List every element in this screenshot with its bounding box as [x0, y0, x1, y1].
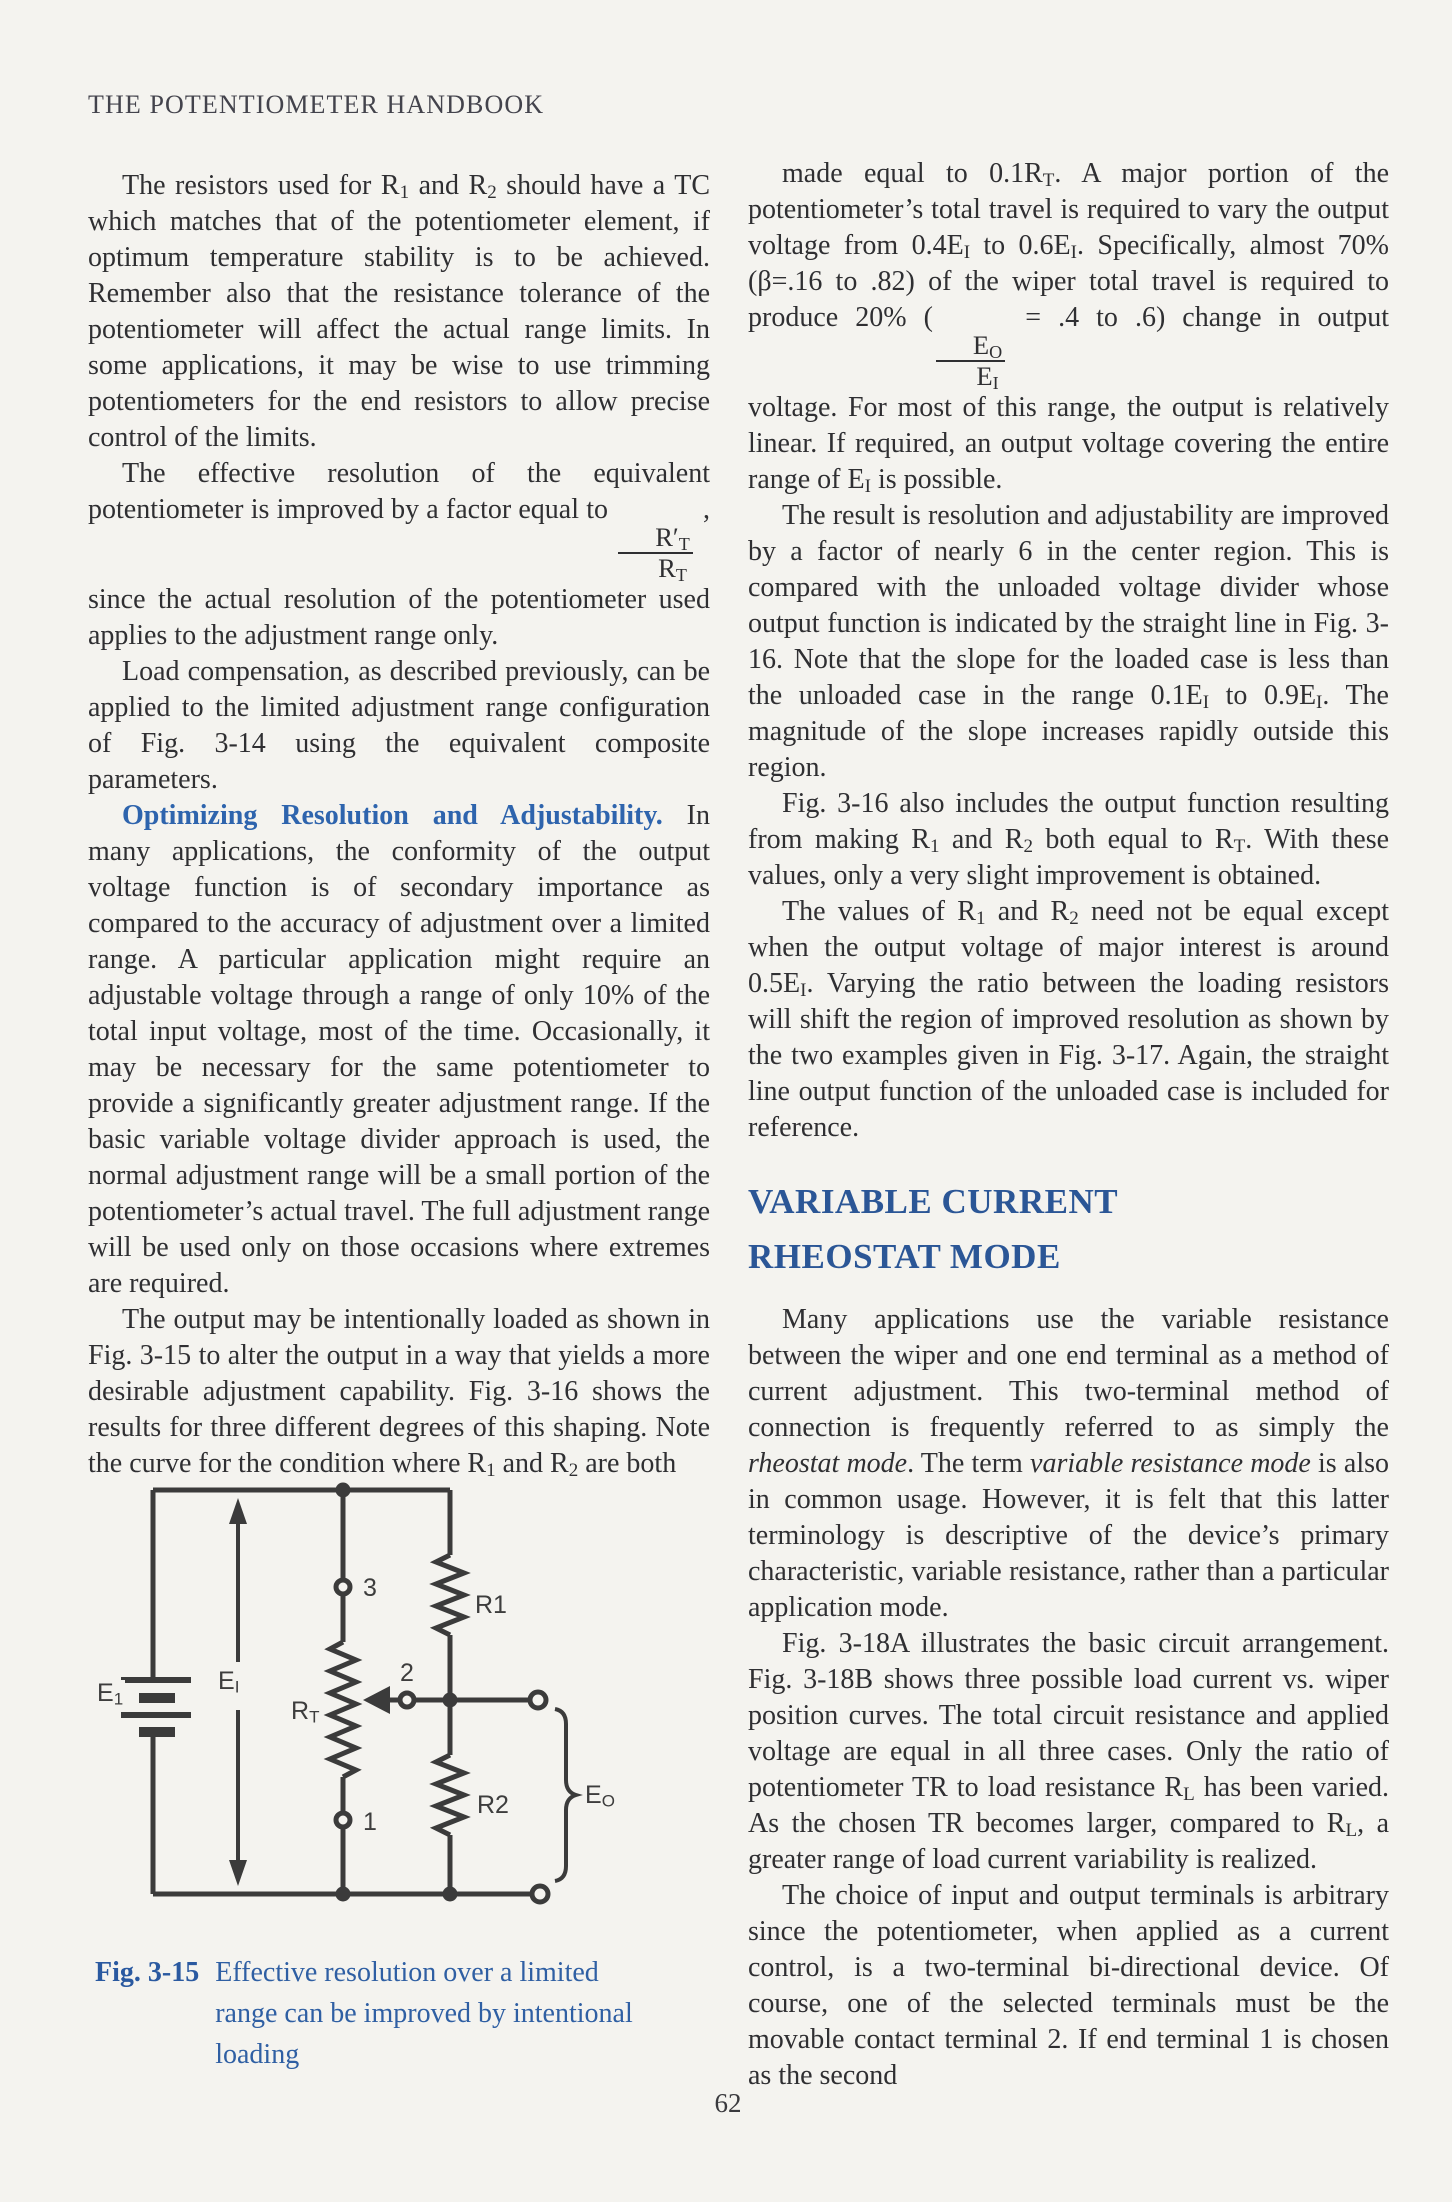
right-column-paragraphs-bottom	[748, 1302, 1389, 2094]
terminal-1-circle	[336, 1813, 350, 1827]
section-heading	[748, 1174, 1389, 1284]
paragraph: The choice of input and output terminals is arbitrary since the potentiometer, when applied as a current control, is a two-terminal bi-directional device. Of course, one of the selected terminals must be the movable contact terminal 2. If end terminal 1 is chosen as the second	[748, 1880, 1389, 2092]
paragraph: The output may be intentionally loaded as shown in Fig. 3-15 to alter the output in a way that yields a more desirable adjustment capability. Fig. 3-16 shows the results for three different degrees of this shaping. Note the curve for the condition where $R_1$ and $R_2$ are both	[88, 1304, 710, 1482]
terminal-3-circle	[336, 1580, 350, 1594]
paragraph: made equal to $0.1R_T$. A major portion of the potentiometer’s total travel is required to vary the output voltage from $0.4E_I$ to $0.6E_I$. Specifically, almost 70% (β=.16 to .82) of the wiper total travel is required to produce 20% ( $\frac{E_O}{E_I}$ = .4 to .6) change in output voltage. For most of this range, the output is relatively linear. If required, an output voltage covering the entire range of $E_I$ is possible.	[748, 158, 1390, 498]
left-column	[88, 168, 710, 1482]
figure-3-15	[95, 1462, 715, 1912]
output-brace	[555, 1709, 576, 1881]
terminal-3-label: 3	[363, 1574, 377, 1602]
paragraph: Many applications use the variable resistance between the wiper and one end terminal as a method of current adjustment. This two-terminal method of connection is frequently referred to as simply the rheostat mode. The term variable resistance mode is also in common usage. However, it is felt that this latter terminology is descriptive of the device’s primary characteristic, variable resistance, rather than a particular application mode.	[748, 1304, 1389, 1624]
paragraph: Optimizing Resolution and Adjustability. In many applications, the conformity of the output voltage function is of secondary importance as compared to the accuracy of adjustment over a limited range. A particular application might require an adjustable voltage through a range of only 10% of the total input voltage, most of the time. Occasionally, it may be necessary for the same potentiometer to provide a significantly greater adjustment range. If the basic variable voltage divider approach is used, the normal adjustment range will be a small portion of the potentiometer’s actual travel. The full adjustment range will be used only on those occasions where extremes are required.	[88, 800, 710, 1300]
battery-symbol	[121, 1680, 191, 1732]
right-column-paragraphs-top	[748, 156, 1389, 1146]
paragraph: The effective resolution of the equivalent potentiometer is improved by a factor equal to $\frac{R'_T}{R_T}$ , since the actual resolution of the potentiometer used applies to the adjustment range only.	[88, 458, 710, 652]
r2-label: R2	[477, 1791, 509, 1819]
terminal-2-circle	[400, 1693, 414, 1707]
r1-label: R1	[475, 1591, 507, 1619]
terminal-2-label: 2	[400, 1659, 414, 1687]
junction-dot-bottom-right	[443, 1887, 458, 1902]
input-voltage-label: $E_I$	[218, 1667, 240, 1697]
page-number: 62	[714, 2088, 742, 2118]
section-heading-line2: RHEOSTAT MODE	[748, 1237, 1061, 1277]
paragraph: Fig. 3-18A illustrates the basic circuit arrangement. Fig. 3-18B shows three possible load current vs. wiper position curves. The total circuit resistance and applied voltage are equal in all three cases. Only the ratio of potentiometer TR to load resistance $R_L$ has been varied. As the chosen TR becomes larger, compared to $R_L$, a greater range of load current variability is realized.	[748, 1628, 1390, 1876]
figure-caption-text: Effective resolution over a limited range can be improved by intentional loading	[215, 1957, 633, 2070]
output-terminal-bottom	[532, 1886, 548, 1902]
output-voltage-label: $E_O$	[585, 1781, 615, 1811]
figure-caption	[95, 1952, 661, 2075]
potentiometer-resistor	[330, 1642, 356, 1777]
paragraph: Load compensation, as described previously, can be applied to the limited adjustment range configuration of Fig. 3-14 using the equivalent composite parameters.	[88, 656, 710, 796]
right-column	[748, 156, 1389, 2094]
output-terminal-top	[530, 1692, 546, 1708]
paragraph: Fig. 3-16 also includes the output function resulting from making $R_1$ and $R_2$ both equal to $R_T$. With these values, only a very slight improvement is obtained.	[748, 788, 1390, 892]
resistor-r2	[436, 1755, 464, 1835]
paragraph: The result is resolution and adjustability are improved by a factor of nearly 6 in the center region. This is compared with the unloaded voltage divider whose output function is indicated by the straight line in Fig. 3-16. Note that the slope for the loaded case is less than the unloaded case in the range $0.1E_I$ to $0.9E_I$. The magnitude of the slope increases rapidly outside this region.	[748, 500, 1389, 784]
paragraph: The resistors used for $R_1$ and $R_2$ should have a TC which matches that of the potentiometer element, if optimum temperature stability is to be achieved. Remember also that the resistance tolerance of the potentiometer will affect the actual range limits. In some applications, it may be wise to use trimming potentiometers for the end resistors to allow precise control of the limits.	[88, 170, 711, 453]
circuit-diagram	[95, 1462, 715, 1912]
resistor-r1	[436, 1555, 464, 1635]
terminal-1-label: 1	[363, 1808, 377, 1836]
junction-dot-bottom-left	[336, 1887, 351, 1902]
section-heading-line1: VARIABLE CURRENT	[748, 1182, 1119, 1222]
left-column-paragraphs	[88, 168, 710, 1482]
figure-caption-label: Fig. 3-15	[95, 1957, 200, 1988]
pot-label: $R_T$	[291, 1697, 320, 1727]
wiper-arrow	[363, 1686, 400, 1714]
paragraph: The values of $R_1$ and $R_2$ need not be equal except when the output voltage of major interest is around $0.5E_I$. Varying the ratio between the loading resistors will shift the region of improved resolution as shown by the two examples given in Fig. 3-17. Again, the straight line output function of the unloaded case is included for reference.	[748, 896, 1390, 1144]
page-header: THE POTENTIOMETER HANDBOOK	[88, 90, 545, 119]
battery-label: $E_1$	[97, 1679, 124, 1709]
